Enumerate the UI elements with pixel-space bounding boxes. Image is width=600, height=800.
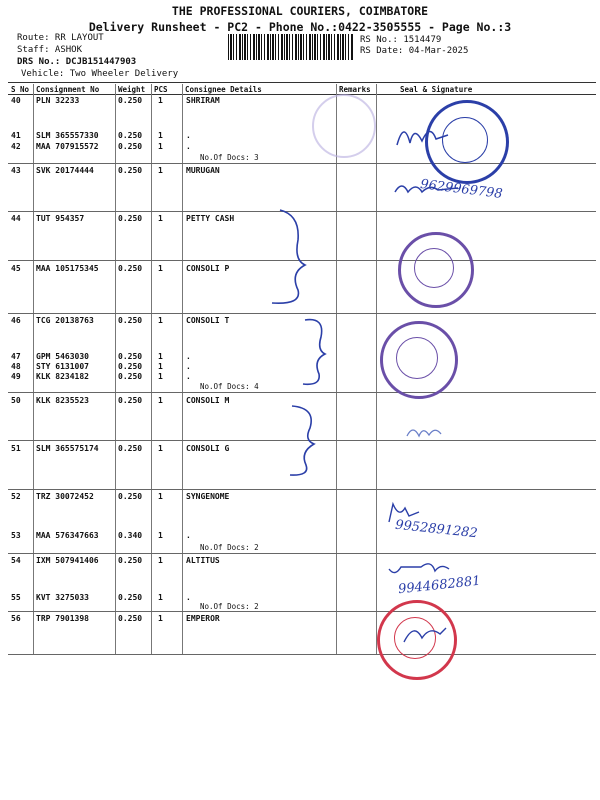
- cell-pcs: 1: [158, 142, 163, 151]
- cell-sno: 42: [11, 142, 21, 151]
- cell-consignee: CONSOLI M: [186, 396, 230, 405]
- cell-cno: SLM 365557330: [36, 131, 99, 140]
- cell-consignee: MURUGAN: [186, 166, 220, 175]
- handwritten-phone: 9952891282: [394, 517, 479, 542]
- cell-cno: MAA 707915572: [36, 142, 99, 151]
- cell-cno: KLK 8234182: [36, 372, 89, 381]
- cell-weight: 0.250: [118, 614, 143, 623]
- cell-cno: TUT 954357: [36, 214, 85, 223]
- col-divider: [376, 84, 377, 654]
- cell-sno: 49: [11, 372, 21, 381]
- faint-stamp: [312, 94, 376, 158]
- cell-pcs: 1: [158, 131, 163, 140]
- table-bottom-border: [8, 654, 596, 655]
- col-divider: [182, 84, 183, 654]
- cell-sno: 54: [11, 556, 21, 565]
- docs-count-note: No.Of Docs: 4: [200, 382, 259, 391]
- handwritten-phone: 9944682881: [397, 573, 482, 598]
- cell-cno: KLK 8235523: [36, 396, 89, 405]
- cell-weight: 0.250: [118, 142, 143, 151]
- cell-weight: 0.250: [118, 96, 143, 105]
- cell-sno: 40: [11, 96, 21, 105]
- cell-cno: TCG 20138763: [36, 316, 94, 325]
- handwritten-bracket: [260, 205, 320, 315]
- rs-date: RS Date: 04-Mar-2025: [360, 46, 469, 56]
- cell-pcs: 1: [158, 166, 163, 175]
- cell-cno: IXM 507941406: [36, 556, 99, 565]
- cell-cno: MAA 576347663: [36, 531, 99, 540]
- col-divider: [151, 84, 152, 654]
- cell-sno: 46: [11, 316, 21, 325]
- cell-pcs: 1: [158, 264, 163, 273]
- route-label: Route: RR LAYOUT: [17, 33, 104, 43]
- cell-pcs: 1: [158, 372, 163, 381]
- cell-pcs: 1: [158, 531, 163, 540]
- cell-pcs: 1: [158, 492, 163, 501]
- row-divider: [8, 611, 596, 612]
- cell-pcs: 1: [158, 214, 163, 223]
- rs-number: RS No.: 1514479: [360, 35, 442, 45]
- cell-cno: PLN 32233: [36, 96, 80, 105]
- cell-weight: 0.250: [118, 492, 143, 501]
- cell-sno: 47: [11, 352, 21, 361]
- cell-sno: 56: [11, 614, 21, 623]
- cell-pcs: 1: [158, 444, 163, 453]
- cell-cno: SVK 20174444: [36, 166, 94, 175]
- docs-count-note: No.Of Docs: 2: [200, 543, 259, 552]
- cell-weight: 0.250: [118, 556, 143, 565]
- cell-pcs: 1: [158, 593, 163, 602]
- cell-consignee: CONSOLI G: [186, 444, 230, 453]
- consolidated-stamp: [380, 321, 458, 399]
- cell-weight: 0.340: [118, 531, 143, 540]
- cell-sno: 50: [11, 396, 21, 405]
- cell-consignee: ALTITUS: [186, 556, 220, 565]
- cell-pcs: 1: [158, 352, 163, 361]
- cell-cno: STY 6131007: [36, 362, 89, 371]
- header-pcs: PCS: [154, 85, 168, 94]
- row-divider: [8, 553, 596, 554]
- cell-consignee: CONSOLI P: [186, 264, 230, 273]
- cell-cno: SLM 365575174: [36, 444, 99, 453]
- cell-consignee: .: [186, 531, 191, 540]
- consolidated-stamp: [398, 232, 474, 308]
- runsheet-title: Delivery Runsheet - PC2 - Phone No.:0422-3505555 - Page No.:3: [88, 20, 512, 34]
- cell-pcs: 1: [158, 96, 163, 105]
- cell-sno: 52: [11, 492, 21, 501]
- cell-consignee: PETTY CASH: [186, 214, 235, 223]
- cell-weight: 0.250: [118, 352, 143, 361]
- cell-pcs: 1: [158, 316, 163, 325]
- cell-weight: 0.250: [118, 444, 143, 453]
- cell-cno: MAA 105175345: [36, 264, 99, 273]
- cell-weight: 0.250: [118, 166, 143, 175]
- cell-consignee: .: [186, 372, 191, 381]
- handwritten-bracket: [295, 312, 335, 392]
- cell-consignee: .: [186, 593, 191, 602]
- row-divider: [8, 163, 596, 164]
- cell-cno: TRZ 30072452: [36, 492, 94, 501]
- cell-consignee: .: [186, 352, 191, 361]
- cell-sno: 51: [11, 444, 21, 453]
- cell-consignee: .: [186, 362, 191, 371]
- cell-sno: 43: [11, 166, 21, 175]
- header-remarks: Remarks: [339, 85, 371, 94]
- header-sno: S No: [11, 85, 30, 94]
- header-bottom-border: [8, 94, 596, 95]
- cell-sno: 48: [11, 362, 21, 371]
- cell-weight: 0.250: [118, 593, 143, 602]
- cell-weight: 0.250: [118, 396, 143, 405]
- docs-count-note: No.Of Docs: 2: [200, 602, 259, 611]
- table-top-border: [8, 82, 596, 83]
- col-divider: [33, 84, 34, 654]
- cell-weight: 0.250: [118, 362, 143, 371]
- cell-consignee: CONSOLI T: [186, 316, 230, 325]
- cell-sno: 45: [11, 264, 21, 273]
- cell-sno: 44: [11, 214, 21, 223]
- drs-number: DRS No.: DCJB151447903: [17, 57, 137, 67]
- staff-label: Staff: ASHOK: [17, 45, 83, 55]
- cell-pcs: 1: [158, 556, 163, 565]
- cell-consignee: .: [186, 142, 191, 151]
- cell-cno: KVT 3275033: [36, 593, 89, 602]
- cell-consignee: EMPEROR: [186, 614, 220, 623]
- cell-sno: 53: [11, 531, 21, 540]
- cell-consignee: SHRIRAM: [186, 96, 220, 105]
- row-divider: [8, 489, 596, 490]
- signature: [385, 555, 465, 577]
- signature: [405, 420, 445, 442]
- row-divider: [8, 392, 596, 393]
- cell-consignee: .: [186, 131, 191, 140]
- barcode: [228, 34, 354, 60]
- cell-weight: 0.250: [118, 214, 143, 223]
- docs-count-note: No.Of Docs: 3: [200, 153, 259, 162]
- header-weight: Weight: [118, 85, 146, 94]
- cell-pcs: 1: [158, 396, 163, 405]
- col-divider: [115, 84, 116, 654]
- signature: [400, 618, 450, 648]
- cell-weight: 0.250: [118, 131, 143, 140]
- header-consignee-details: Consignee Details: [185, 85, 262, 94]
- cell-weight: 0.250: [118, 316, 143, 325]
- signature: [392, 115, 452, 155]
- company-title: THE PROFESSIONAL COURIERS, COIMBATORE: [171, 4, 429, 18]
- cell-pcs: 1: [158, 362, 163, 371]
- cell-consignee: SYNGENOME: [186, 492, 230, 501]
- cell-weight: 0.250: [118, 264, 143, 273]
- col-divider: [336, 84, 337, 654]
- cell-sno: 55: [11, 593, 21, 602]
- handwritten-phone: 9629969798: [419, 177, 504, 202]
- header-seal-signature: Seal & Signature: [400, 85, 473, 94]
- handwritten-bracket: [280, 400, 330, 480]
- cell-cno: TRP 7901398: [36, 614, 89, 623]
- cell-cno: GPM 5463030: [36, 352, 89, 361]
- cell-weight: 0.250: [118, 372, 143, 381]
- vehicle-label: Vehicle: Two Wheeler Delivery: [21, 69, 179, 79]
- cell-sno: 41: [11, 131, 21, 140]
- cell-pcs: 1: [158, 614, 163, 623]
- header-consignment-no: Consignment No: [36, 85, 100, 94]
